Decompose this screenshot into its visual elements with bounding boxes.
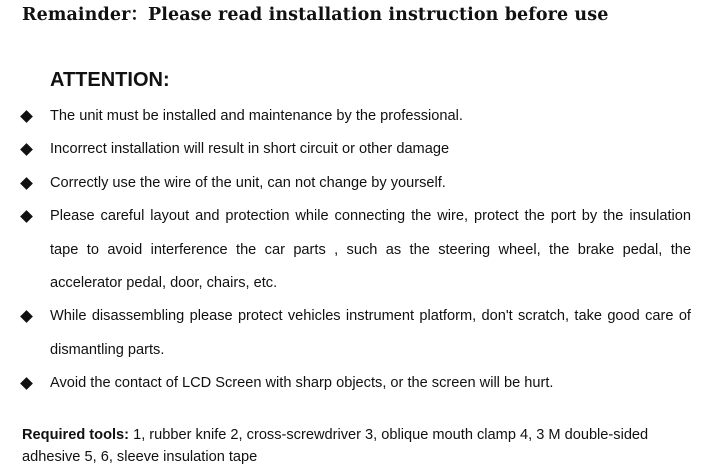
remainder-notice: Remainder：Please read installation instruction before use xyxy=(22,5,609,25)
attention-item xyxy=(0,133,691,166)
attention-item-text: Correctly use the wire of the unit, can not change by yourself. xyxy=(50,174,446,191)
attention-list xyxy=(0,100,710,401)
diamond-bullet-icon xyxy=(20,144,33,157)
required-tools-label: Required tools: xyxy=(22,427,130,443)
attention-item xyxy=(0,100,691,133)
diamond-bullet-icon xyxy=(20,177,33,190)
attention-item xyxy=(0,167,691,200)
attention-item-text: While disassembling please protect vehicles instrument platform, don't scratch, take good care of dismantling parts. xyxy=(50,308,691,358)
attention-item xyxy=(0,300,691,367)
attention-item-text: Please careful layout and protection while connecting the wire, protect the port by the insulation tape to avoid interference the car parts , such as the steering wheel, the brake pedal, the accelerator pedal, door, chairs, etc. xyxy=(50,208,691,292)
diamond-bullet-icon xyxy=(20,110,33,123)
attention-item-text: Incorrect installation will result in short circuit or other damage xyxy=(50,141,450,158)
diamond-bullet-icon xyxy=(20,311,33,324)
attention-heading: ATTENTION: xyxy=(50,69,170,91)
attention-item xyxy=(0,200,691,300)
required-tools xyxy=(22,424,692,468)
required-tools-text: 1, rubber knife 2, cross-screwdriver 3, oblique mouth clamp 4, 3 M double-sided adhesive 5, 6, sleeve insulation tape xyxy=(22,427,649,465)
attention-item-text: Avoid the contact of LCD Screen with sharp objects, or the screen will be hurt. xyxy=(50,375,554,392)
attention-item xyxy=(0,367,691,400)
attention-item-text: The unit must be installed and maintenance by the professional. xyxy=(50,108,463,124)
diamond-bullet-icon xyxy=(20,210,33,223)
diamond-bullet-icon xyxy=(20,377,33,390)
